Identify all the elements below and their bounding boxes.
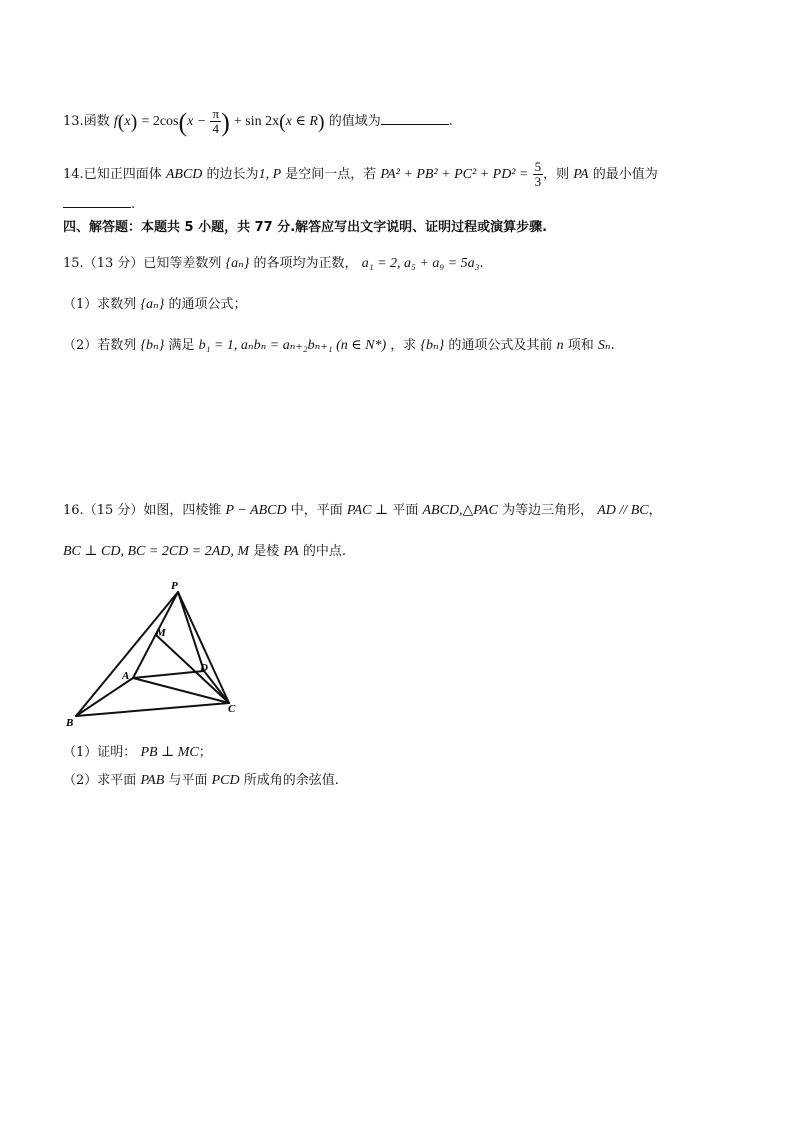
edge-ad <box>133 671 204 678</box>
q16-line2-end: 的中点. <box>302 544 346 559</box>
q16-line-2 <box>63 543 346 561</box>
q15-part1-text-a: 求数列 <box>97 297 137 312</box>
q14-text-a: 已知正四面体 <box>83 167 162 182</box>
q15-part2-text-a: 若数列 <box>97 338 137 353</box>
label-d: D <box>200 662 208 674</box>
q16-text-b: 中，平面 <box>290 503 343 518</box>
q16-text-d: 为等边三角形， <box>502 503 594 518</box>
q15-part-2 <box>63 337 615 355</box>
q14-frac-den: 3 <box>534 174 542 189</box>
q14-text-e: 的最小值为 <box>592 167 658 182</box>
q16-parallel: AD // BC <box>597 503 649 518</box>
q14-answer-blank <box>63 195 131 208</box>
label-a: A <box>122 670 130 682</box>
q16-part2-pcd: PCD <box>211 773 240 788</box>
q15-text-a: 已知等差数列 <box>143 256 222 271</box>
q14-pa: PA <box>573 167 589 182</box>
q14-fraction <box>533 160 544 189</box>
q15-text-b: 的各项均为正数， <box>253 256 358 271</box>
q16-pyramid: P − ABCD <box>225 503 287 518</box>
figure-edges <box>76 592 229 716</box>
q16-part1-text: 证明： <box>97 745 137 760</box>
q14-expr: PA² + PB² + PC² + PD² = <box>380 167 529 182</box>
section-4-heading: 四、解答题：本题共 5 小题，共 77 分.解答应写出文字说明、证明过程或演算步骤. <box>63 220 548 235</box>
q16-part1-end: ； <box>198 745 212 760</box>
q14-frac-num: 5 <box>534 159 542 174</box>
question-13: 13.函数 f(x) = 2cos(x − $\frac{\pi}{4}$ ) + sin 2x(x ∈ R) 的值域为 . <box>63 106 453 137</box>
question-15 <box>63 255 484 273</box>
q13-answer-blank <box>381 112 449 125</box>
q15-seq-a: {aₙ} <box>225 256 250 271</box>
q15-part-1 <box>63 296 246 314</box>
q15-part1-text-b: 的通项公式； <box>168 297 247 312</box>
q14-answer-line <box>63 195 135 214</box>
q16-abcd-tri: ABCD,△PAC <box>422 503 498 518</box>
q16-number: 16. <box>63 503 84 518</box>
q16-part2-text-a: 求平面 <box>97 773 137 788</box>
q16-part-1 <box>63 744 212 762</box>
q15-condition: a₁ = 2, a₅ + a₉ = 5a₃ <box>361 256 480 271</box>
q14-one-p: 1, P <box>258 167 282 182</box>
q15-part2-label: （2） <box>63 338 98 353</box>
q16-part2-label: （2） <box>63 773 98 788</box>
q15-part2-condition: b₁ = 1, aₙbₙ = aₙ₊₂bₙ₊₁ (n ∈ N*) <box>198 338 387 353</box>
label-c: C <box>228 703 236 715</box>
q13-func: f <box>113 114 118 129</box>
q16-text-a: 如图，四棱锥 <box>143 503 222 518</box>
q15-part2-end: . <box>610 338 615 353</box>
q14-text-b: 的边长为 <box>206 167 259 182</box>
q13-plus-sin: + sin 2x <box>233 114 280 129</box>
q15-part2-seq-b2: {bₙ} <box>420 338 445 353</box>
q15-end: . <box>479 256 484 271</box>
q16-line2-condition: BC ⊥ CD, BC = 2CD = 2AD, M <box>63 544 250 559</box>
q13-number: 13. <box>63 114 84 129</box>
edge-pc <box>178 592 229 703</box>
q13-arg: x <box>124 114 131 129</box>
q13-prefix: 函数 <box>83 114 110 129</box>
q13-equals-coef: = 2cos <box>141 114 179 129</box>
edge-pb <box>76 592 178 716</box>
q16-part-2 <box>63 772 339 790</box>
label-m: M <box>156 627 166 639</box>
q15-part2-n: n <box>556 338 564 353</box>
q16-part2-text-c: 所成角的余弦值. <box>243 773 339 788</box>
q16-part1-label: （1） <box>63 745 98 760</box>
question-14 <box>63 160 658 189</box>
q15-part2-text-e: 项和 <box>567 338 594 353</box>
q16-part2-pab: PAB <box>140 773 165 788</box>
q14-end: . <box>131 197 136 212</box>
q16-comma: ， <box>648 503 662 518</box>
question-16 <box>63 502 662 520</box>
q15-part2-sn: Sₙ <box>597 338 611 353</box>
q16-pac: PAC ⊥ <box>346 503 389 518</box>
q15-part2-text-b: 满足 <box>168 338 195 353</box>
label-b: B <box>66 717 74 729</box>
q15-number: 15. <box>63 256 84 271</box>
q14-text-d: ，则 <box>543 167 570 182</box>
edge-ab <box>76 678 133 716</box>
q13-domain: x ∈ R <box>285 114 318 129</box>
q15-part2-seq-b: {bₙ} <box>140 338 165 353</box>
label-p: P <box>171 580 178 592</box>
q13-frac-den: 4 <box>212 121 220 136</box>
pyramid-figure <box>60 576 250 736</box>
q16-score: （15 分） <box>83 503 144 518</box>
q16-line2-text: 是棱 <box>253 544 280 559</box>
q13-frac-num: π <box>212 106 220 121</box>
q14-text-c: 是空间一点，若 <box>285 167 377 182</box>
q16-part2-text-b: 与平面 <box>168 773 208 788</box>
q13-fraction <box>210 107 221 136</box>
edge-bc <box>76 703 229 716</box>
q13-suffix: 的值域为 <box>328 114 381 129</box>
q15-part2-text-d: 的通项公式及其前 <box>448 338 553 353</box>
q13-end: . <box>448 114 453 129</box>
q15-part1-seq: {aₙ} <box>140 297 165 312</box>
q16-text-c: 平面 <box>392 503 419 518</box>
q13-inner-x: x − <box>187 114 207 129</box>
q14-number: 14. <box>63 167 84 182</box>
q16-part1-expr: PB ⊥ MC <box>140 745 199 760</box>
q15-score: （13 分） <box>83 256 144 271</box>
q14-abcd: ABCD <box>165 167 203 182</box>
q15-part2-text-c: ，求 <box>390 338 417 353</box>
q16-line2-pa: PA <box>283 544 299 559</box>
q15-part1-label: （1） <box>63 297 98 312</box>
